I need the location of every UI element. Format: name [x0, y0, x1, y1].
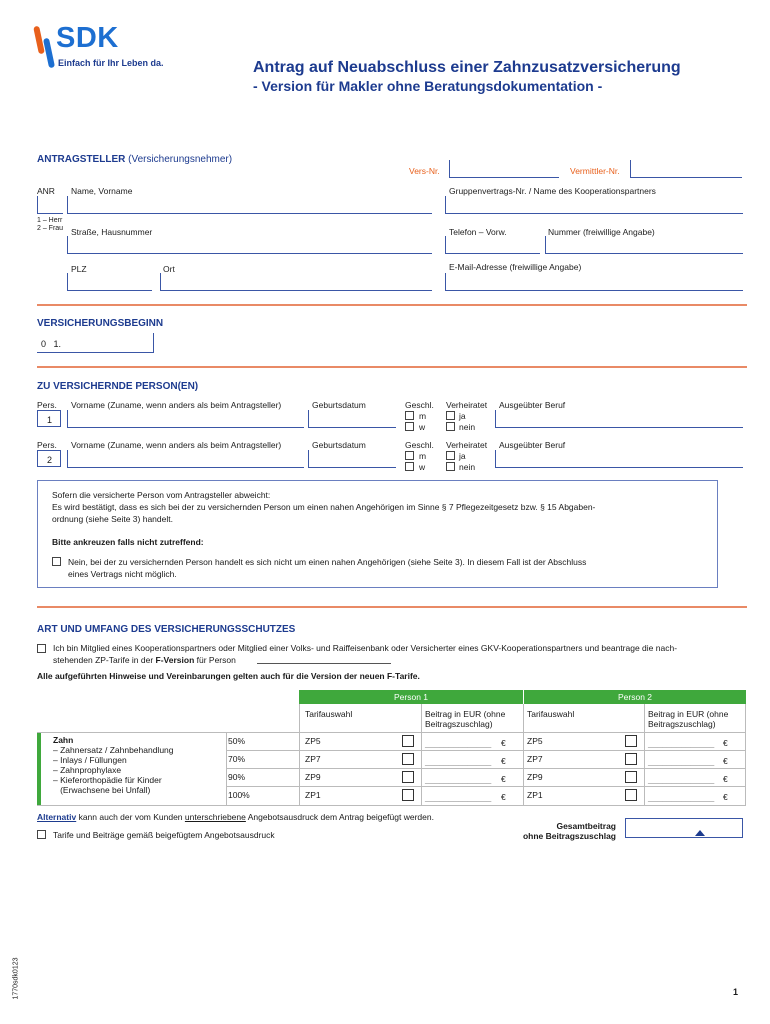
pers2-m-checkbox[interactable] — [405, 451, 414, 460]
vers-nr-field[interactable] — [449, 160, 559, 178]
zahn-item: – Zahnprophylaxe — [53, 765, 122, 775]
p1-row-blank[interactable]: ______________ — [425, 738, 492, 748]
zahn-title: Zahn — [53, 735, 74, 745]
vers-nr-label: Vers-Nr. — [409, 166, 440, 176]
pers1-m-checkbox[interactable] — [405, 411, 414, 420]
ort-label: Ort — [163, 264, 175, 274]
grid-line — [226, 750, 746, 751]
section-art-title: ART UND UMFANG DES VERSICHERUNGSSCHUTZES — [37, 624, 296, 635]
p1-row-blank[interactable]: ______________ — [425, 774, 492, 784]
tarif-table — [37, 690, 746, 806]
mitglied-line2: stehenden ZP-Tarife in der F-Version für Person — [53, 655, 236, 665]
pers1-beruf-field[interactable] — [495, 410, 743, 428]
gruppe-label: Gruppenvertrags-Nr. / Name des Kooperationspartners — [449, 186, 656, 196]
gesamtbeitrag-label-1: Gesamtbeitrag — [556, 821, 616, 831]
p2-beitrag-header-1: Beitrag in EUR (ohne — [648, 709, 729, 719]
angebotsausdruck-label: Tarife und Beiträge gemäß beigefügtem Angebotsausdruck — [53, 830, 275, 840]
anr-legend-frau: 2 – Frau — [37, 225, 64, 232]
p1-row-checkbox[interactable] — [402, 735, 414, 747]
p1-row-euro: € — [501, 792, 506, 802]
notice-line1: Sofern die versicherte Person vom Antragsteller abweicht: — [52, 490, 271, 500]
p2-row-tarif: ZP7 — [527, 754, 543, 764]
section-personen-title: ZU VERSICHERNDE PERSON(EN) — [37, 381, 199, 392]
vermittler-nr-field[interactable] — [630, 160, 742, 178]
plz-field[interactable] — [67, 273, 152, 291]
section-antragsteller-title: ANTRAGSTELLER (Versicherungsnehmer) — [37, 154, 233, 165]
gruppe-field[interactable] — [445, 196, 743, 214]
grid-line — [745, 704, 746, 806]
p2-row-tarif: ZP9 — [527, 772, 543, 782]
pers2-m-label: m — [419, 451, 427, 461]
name-field[interactable] — [67, 196, 432, 214]
anr-field[interactable] — [37, 196, 63, 214]
mitglied-line1: Ich bin Mitglied eines Kooperationspartners oder Mitglied einer Volks- und Raiffeisenbank oder Versicherter eines GKV-Kooperationspartners und beantrage die nach- — [53, 643, 678, 653]
zahn-item: (Erwachsene bei Unfall) — [53, 785, 151, 795]
ort-field[interactable] — [160, 273, 432, 291]
zahn-item: – Zahnersatz / Zahnbehandlung — [53, 745, 174, 755]
p2-row-tarif: ZP5 — [527, 736, 543, 746]
email-field[interactable] — [445, 273, 743, 291]
pers2-nein-checkbox[interactable] — [446, 462, 455, 471]
logo — [36, 24, 176, 74]
pers1-nein-label: nein — [459, 422, 476, 432]
pers1-nein-checkbox[interactable] — [446, 422, 455, 431]
page-title: Antrag auf Neuabschluss einer Zahnzusatzversicherung — [253, 59, 681, 76]
side-code: 1770sdk0123 — [12, 957, 20, 1000]
notice-cb-line1: Nein, bei der zu versichernden Person handelt es sich nicht um einen nahen Angehörigen (siehe Seite 3). In diesem Fall ist der Abschluss — [68, 557, 587, 567]
pers1-w-checkbox[interactable] — [405, 422, 414, 431]
p1-row-blank[interactable]: ______________ — [425, 792, 492, 802]
notice-checkbox[interactable] — [52, 557, 61, 566]
pers2-geburtsdatum-label: Geburtsdatum — [312, 440, 366, 450]
p2-row-checkbox[interactable] — [625, 771, 637, 783]
telefon-vorwahl-field[interactable] — [445, 236, 540, 254]
notice-line3: ordnung (siehe Seite 3) handelt. — [52, 514, 173, 524]
p2-row-blank[interactable]: ______________ — [648, 756, 715, 766]
p2-row-blank[interactable]: ______________ — [648, 774, 715, 784]
p1-row-euro: € — [501, 774, 506, 784]
pers2-verheiratet-label: Verheiratet — [446, 440, 488, 450]
grid-line — [226, 768, 746, 769]
p1-row-checkbox[interactable] — [402, 771, 414, 783]
pers1-vorname-field[interactable] — [67, 410, 304, 428]
divider — [37, 606, 747, 608]
grid-line — [644, 704, 645, 806]
pers2-beruf-label: Ausgeübter Beruf — [499, 440, 566, 450]
caret-up-icon — [695, 830, 705, 836]
p2-row-tarif: ZP1 — [527, 790, 543, 800]
pers2-nein-label: nein — [459, 462, 476, 472]
zahn-item: – Inlays / Füllungen — [53, 755, 127, 765]
row-pct: 70% — [228, 754, 246, 764]
angebotsausdruck-checkbox[interactable] — [37, 830, 46, 839]
pers1-number: 1 — [37, 410, 61, 427]
pers1-verheiratet-label: Verheiratet — [446, 400, 488, 410]
p1-row-tarif: ZP1 — [305, 790, 321, 800]
grid-line — [226, 732, 227, 806]
p2-row-euro: € — [723, 738, 728, 748]
nummer-label: Nummer (freiwillige Angabe) — [548, 227, 655, 237]
p2-row-checkbox[interactable] — [625, 753, 637, 765]
email-label: E-Mail-Adresse (freiwillige Angabe) — [449, 262, 582, 272]
row-pct: 100% — [228, 790, 250, 800]
page-subtitle: - Version für Makler ohne Beratungsdokumentation - — [253, 78, 603, 94]
beginn-value: 0 1. — [41, 339, 62, 349]
p2-tarifauswahl-header: Tarifauswahl — [527, 709, 575, 719]
p2-row-euro: € — [723, 756, 728, 766]
telefon-label: Telefon – Vorw. — [449, 227, 507, 237]
pers2-w-label: w — [419, 462, 426, 472]
pers1-geburtsdatum-label: Geburtsdatum — [312, 400, 366, 410]
p1-row-blank[interactable]: ______________ — [425, 756, 492, 766]
alternativ-note: Alternativ kann auch der vom Kunden unterschriebene Angebotsausdruck dem Antrag beigefügt werden. — [37, 812, 434, 822]
pers1-beruf-label: Ausgeübter Beruf — [499, 400, 566, 410]
pers1-geburtsdatum-field[interactable] — [308, 410, 396, 428]
p1-beitrag-header-2: Beitragszuschlag) — [425, 719, 493, 729]
zahn-green-bar — [37, 732, 41, 806]
pers2-number: 2 — [37, 450, 61, 467]
pers2-vorname-label: Vorname (Zuname, wenn anders als beim Antragsteller) — [71, 440, 282, 450]
p1-beitrag-header-1: Beitrag in EUR (ohne — [425, 709, 506, 719]
grid-line — [421, 704, 422, 806]
gesamtbeitrag-label-2: ohne Beitragszuschlag — [522, 831, 616, 841]
notice-bold: Bitte ankreuzen falls nicht zutreffend: — [52, 537, 204, 547]
mitglied-checkbox[interactable] — [37, 644, 46, 653]
p1-row-euro: € — [501, 756, 506, 766]
bold-note: Alle aufgeführten Hinweise und Vereinbarungen gelten auch für die Version der neuen F-Tarife. — [37, 671, 420, 681]
grid-line — [37, 732, 746, 733]
pers1-label: Pers. — [37, 400, 57, 410]
p1-row-tarif: ZP7 — [305, 754, 321, 764]
logo-bar-blue — [43, 38, 55, 69]
grid-line — [299, 704, 300, 806]
beginn-field[interactable] — [37, 333, 154, 353]
notice-box — [37, 480, 718, 588]
grid-line — [37, 805, 746, 806]
page-number: 1 — [733, 987, 739, 997]
fuer-person-field[interactable] — [257, 654, 391, 664]
p1-tarifauswahl-header: Tarifauswahl — [305, 709, 353, 719]
grid-line — [523, 704, 524, 806]
telefon-nummer-field[interactable] — [545, 236, 743, 254]
p1-row-tarif: ZP9 — [305, 772, 321, 782]
plz-label: PLZ — [71, 264, 87, 274]
logo-slogan: Einfach für Ihr Leben da. — [58, 58, 164, 68]
p1-row-checkbox[interactable] — [402, 789, 414, 801]
pers2-beruf-field[interactable] — [495, 450, 743, 468]
p2-beitrag-header-2: Beitragszuschlag) — [648, 719, 716, 729]
pers1-ja-label: ja — [459, 411, 466, 421]
person1-header: Person 1 — [299, 690, 523, 704]
anr-label: ANR — [37, 186, 55, 196]
pers1-ja-checkbox[interactable] — [446, 411, 455, 420]
table-left-green-bar — [37, 690, 226, 704]
name-label: Name, Vorname — [71, 186, 133, 196]
pers1-geschl-label: Geschl. — [405, 400, 434, 410]
p2-row-blank[interactable]: ______________ — [648, 792, 715, 802]
pers1-m-label: m — [419, 411, 427, 421]
pers1-vorname-label: Vorname (Zuname, wenn anders als beim Antragsteller) — [71, 400, 282, 410]
pers1-w-label: w — [419, 422, 426, 432]
section-beginn-title: VERSICHERUNGSBEGINN — [37, 318, 164, 329]
notice-cb-line2: eines Vertrags nicht möglich. — [68, 569, 177, 579]
strasse-field[interactable] — [67, 236, 432, 254]
row-pct: 90% — [228, 772, 246, 782]
gesamtbeitrag-field[interactable] — [625, 818, 743, 838]
pers2-label: Pers. — [37, 440, 57, 450]
strasse-label: Straße, Hausnummer — [71, 227, 153, 237]
p1-row-checkbox[interactable] — [402, 753, 414, 765]
pers2-vorname-field[interactable] — [67, 450, 304, 468]
p2-row-blank[interactable]: ______________ — [648, 738, 715, 748]
grid-line — [226, 786, 746, 787]
logo-text: SDK — [56, 22, 119, 54]
anr-legend-herr: 1 – Herr — [37, 217, 63, 224]
pers2-ja-label: ja — [459, 451, 466, 461]
vermittler-nr-label: Vermittler-Nr. — [570, 166, 620, 176]
p2-row-checkbox[interactable] — [625, 789, 637, 801]
p2-row-euro: € — [723, 792, 728, 802]
p1-row-tarif: ZP5 — [305, 736, 321, 746]
p1-row-euro: € — [501, 738, 506, 748]
p2-row-checkbox[interactable] — [625, 735, 637, 747]
pers2-geschl-label: Geschl. — [405, 440, 434, 450]
pers2-geburtsdatum-field[interactable] — [308, 450, 396, 468]
divider — [37, 366, 747, 368]
zahn-item: – Kieferorthopädie für Kinder — [53, 775, 162, 785]
p2-row-euro: € — [723, 774, 728, 784]
pers2-ja-checkbox[interactable] — [446, 451, 455, 460]
pers2-w-checkbox[interactable] — [405, 462, 414, 471]
divider — [37, 304, 747, 306]
notice-line2: Es wird bestätigt, dass es sich bei der zu versichernden Person um einen nahen Angehörigen im Sinne § 7 Pflegezeitgesetz bzw. § 15 Abgaben- — [52, 502, 596, 512]
row-pct: 50% — [228, 736, 246, 746]
person2-header: Person 2 — [523, 690, 746, 704]
